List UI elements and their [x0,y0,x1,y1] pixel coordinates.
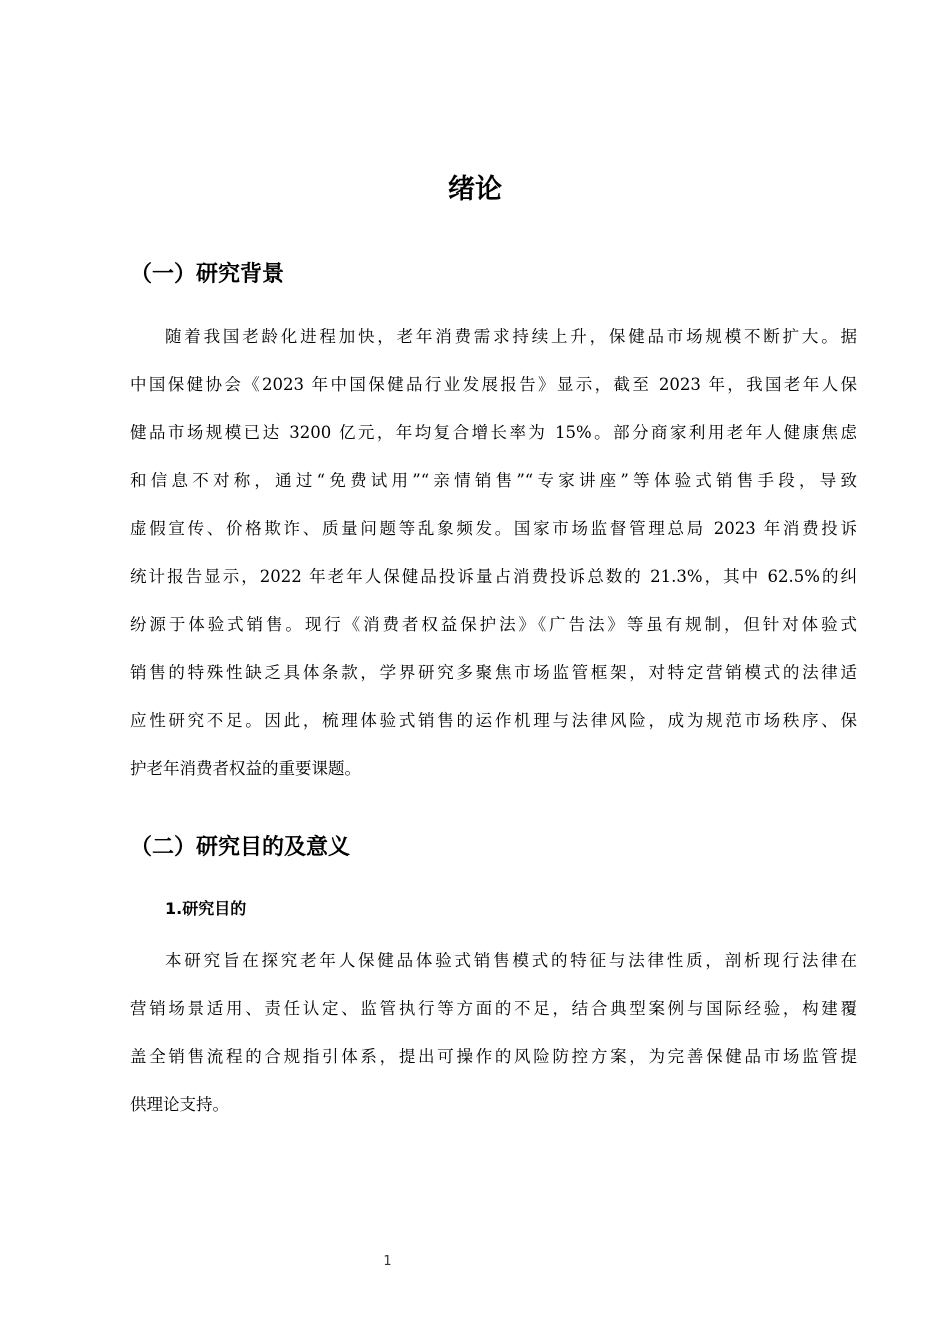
paragraph-line: 护老年消费者权益的重要课题。 [130,759,361,778]
paragraph-research-background [130,321,857,801]
paragraph-line: 中国保健协会《2023 年中国保健品行业发展报告》显示，截至 2023 年，我国老年人保 [130,375,857,394]
paragraph-line: 供理论支持。 [130,1095,229,1114]
paragraph-line: 和信息不对称，通过“免费试用”“亲情销售”“专家讲座”等体验式销售手段，导致 [130,471,857,490]
paragraph-line: 营销场景适用、责任认定、监管执行等方面的不足，结合典型案例与国际经验，构建覆 [130,999,857,1018]
paragraph-line: 纷源于体验式销售。现行《消费者权益保护法》《广告法》等虽有规制，但针对体验式 [130,615,857,634]
paragraph-line: 销售的特殊性缺乏具体条款，学界研究多聚焦市场监管框架，对特定营销模式的法律适 [130,663,857,682]
document-title: 绪论 [448,174,502,205]
subsection-heading-research-purpose: 1.研究目的 [165,899,247,918]
section-heading-research-purpose-significance: （二）研究目的及意义 [130,835,351,860]
page-number: 1 [383,1254,392,1269]
paragraph-line: 统计报告显示，2022 年老年人保健品投诉量占消费投诉总数的 21.3%，其中 62.5%的纠 [130,567,857,586]
paragraph-line: 应性研究不足。因此，梳理体验式销售的运作机理与法律风险，成为规范市场秩序、保 [130,711,857,730]
paragraph-research-purpose [130,945,857,1137]
paragraph-line: 本研究旨在探究老年人保健品体验式销售模式的特征与法律性质，剖析现行法律在 [165,951,857,970]
paragraph-line: 虚假宣传、价格欺诈、质量问题等乱象频发。国家市场监督管理总局 2023 年消费投诉 [130,519,857,538]
paragraph-line: 盖全销售流程的合规指引体系，提出可操作的风险防控方案，为完善保健品市场监管提 [130,1047,857,1066]
section-heading-research-background: （一）研究背景 [130,262,285,287]
paragraph-line: 健品市场规模已达 3200 亿元，年均复合增长率为 15%。部分商家利用老年人健康焦虑 [130,423,857,442]
paragraph-line: 随着我国老龄化进程加快，老年消费需求持续上升，保健品市场规模不断扩大。据 [165,327,857,346]
